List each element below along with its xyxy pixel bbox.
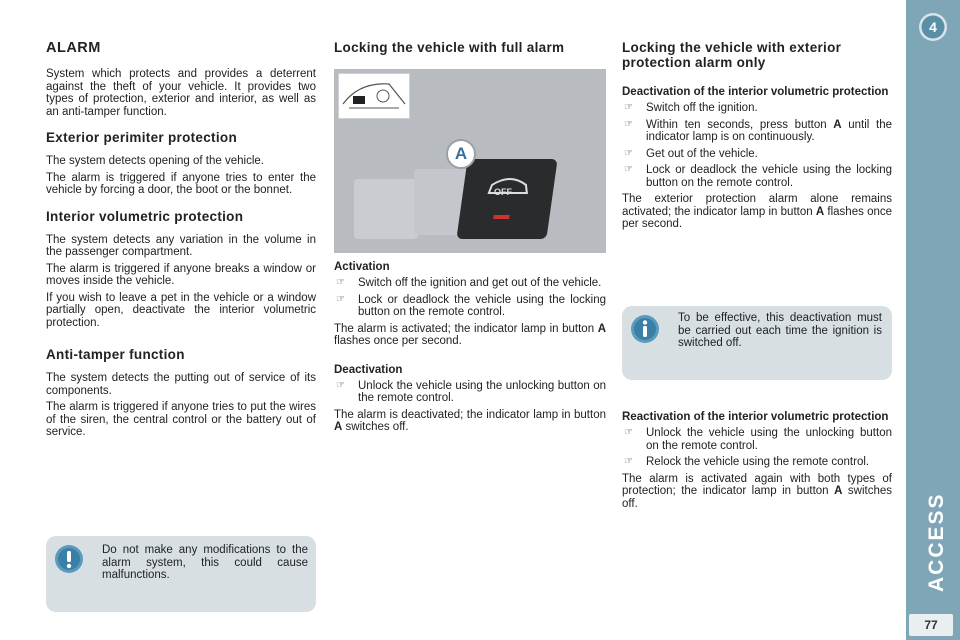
deactivation-result: The alarm is deactivated; the indicator lamp in button A switches off.: [334, 408, 606, 433]
deactivation-steps: [334, 380, 606, 405]
switch-slot-left: [354, 179, 418, 239]
sidebar-title: [907, 440, 960, 600]
sidebar-title-text: ACCESS: [925, 492, 948, 592]
chapter-number: 4: [929, 19, 937, 35]
page-number: 77: [909, 614, 953, 636]
interior-heading: Interior volumetric protection: [46, 208, 244, 224]
deact-interior-heading: Deactivation of the interior volumetric protection: [622, 86, 889, 98]
exterior-p1: The system detects opening of the vehicle.: [46, 155, 264, 167]
interior-p1: The system detects any variation in the volume in the passenger compartment.: [46, 233, 316, 258]
full-alarm-title: Locking the vehicle with full alarm: [334, 40, 565, 55]
alarm-intro: System which protects and provides a deterrent against the theft of your vehicle. It provides two types of protection, exterior and interior, as well as an anti-tamper function.: [46, 68, 316, 118]
button-a-label: A: [446, 139, 476, 169]
react-result: The alarm is activated again with both types of protection; the indicator lamp in button A switches off.: [622, 472, 892, 510]
column-exterior-only: [622, 40, 892, 235]
antitamper-heading: Anti-tamper function: [46, 347, 185, 362]
antitamper-p2: The alarm is triggered if anyone tries to put the wires of the siren, the central control or the battery out of service.: [46, 401, 316, 438]
list-item: ☞ Switch off the ignition.: [624, 102, 758, 114]
activation-steps: [334, 277, 606, 319]
antitamper-p1: The system detects the putting out of service of its components.: [46, 372, 316, 397]
activation-heading: Activation: [334, 261, 390, 273]
info-notice: [622, 306, 892, 380]
deact-interior-steps: [622, 102, 892, 189]
warning-icon: [54, 544, 84, 574]
list-item: ☞ Get out of the vehicle.: [624, 147, 758, 160]
list-item: ☞ Unlock the vehicle using the unlocking button on the remote control.: [624, 427, 892, 452]
interior-p3: If you wish to leave a pet in the vehicle or a window partially open, deactivate the interior volumetric protection.: [46, 291, 316, 329]
reactivation-section: [622, 411, 892, 514]
list-item: ☞ Lock or deadlock the vehicle using the locking button on the remote control.: [336, 293, 606, 318]
alarm-button-figure: [334, 69, 606, 253]
list-item: ☞ Within ten seconds, press button A until the indicator lamp is on continuously.: [624, 118, 892, 143]
hand-pointer-icon: ☞: [624, 456, 633, 467]
alarm-button: [456, 159, 557, 239]
deact-interior-result: The exterior protection alarm alone remains activated; the indicator lamp in button A flashes once per second.: [622, 193, 893, 230]
hand-pointer-icon: ☞: [624, 102, 633, 113]
alarm-title: ALARM: [46, 40, 101, 56]
warning-text: Do not make any modifications to the alarm system, this could cause malfunctions.: [102, 544, 308, 581]
interior-p2: The alarm is triggered if anyone breaks a window or moves inside the vehicle.: [46, 262, 316, 287]
activation-result: The alarm is activated; the indicator lamp in button A flashes once per second.: [334, 322, 606, 347]
hand-pointer-icon: ☞: [336, 379, 345, 391]
exterior-p2: The alarm is triggered if anyone tries to enter the vehicle by forcing a door, the boot or the bonnet.: [46, 171, 316, 196]
list-item: ☞ Switch off the ignition and get out of the vehicle.: [336, 277, 602, 289]
hand-pointer-icon: ☞: [624, 164, 633, 175]
dashboard-inset: [338, 73, 410, 119]
hand-pointer-icon: ☞: [336, 277, 345, 288]
exterior-only-title: Locking the vehicle with exterior protection alarm only: [622, 40, 842, 70]
react-heading: Reactivation of the interior volumetric protection: [622, 411, 889, 423]
column-full-alarm: [334, 40, 606, 438]
info-text: To be effective, this deactivation must be carried out each time the ignition is switched off.: [678, 312, 882, 349]
exterior-heading: Exterior perimiter protection: [46, 130, 237, 145]
alarm-button-text: OFF: [494, 187, 512, 197]
list-item: ☞ Lock or deadlock the vehicle using the locking button on the remote control.: [624, 164, 892, 189]
list-item: ☞ Relock the vehicle using the remote control.: [624, 456, 870, 468]
column-alarm: [46, 40, 316, 443]
dashboard-sketch-icon: [339, 74, 409, 118]
warning-notice: [46, 536, 316, 612]
deactivation-heading: Deactivation: [334, 363, 403, 376]
hand-pointer-icon: ☞: [624, 118, 633, 130]
hand-pointer-icon: ☞: [624, 427, 633, 438]
info-icon: [630, 314, 660, 344]
hand-pointer-icon: ☞: [336, 293, 345, 305]
list-item: ☞ Unlock the vehicle using the unlocking button on the remote control.: [336, 379, 606, 404]
react-steps: [622, 427, 892, 469]
car-alarm-icon: [456, 159, 557, 239]
chapter-badge: [918, 12, 948, 42]
hand-pointer-icon: ☞: [624, 147, 633, 159]
